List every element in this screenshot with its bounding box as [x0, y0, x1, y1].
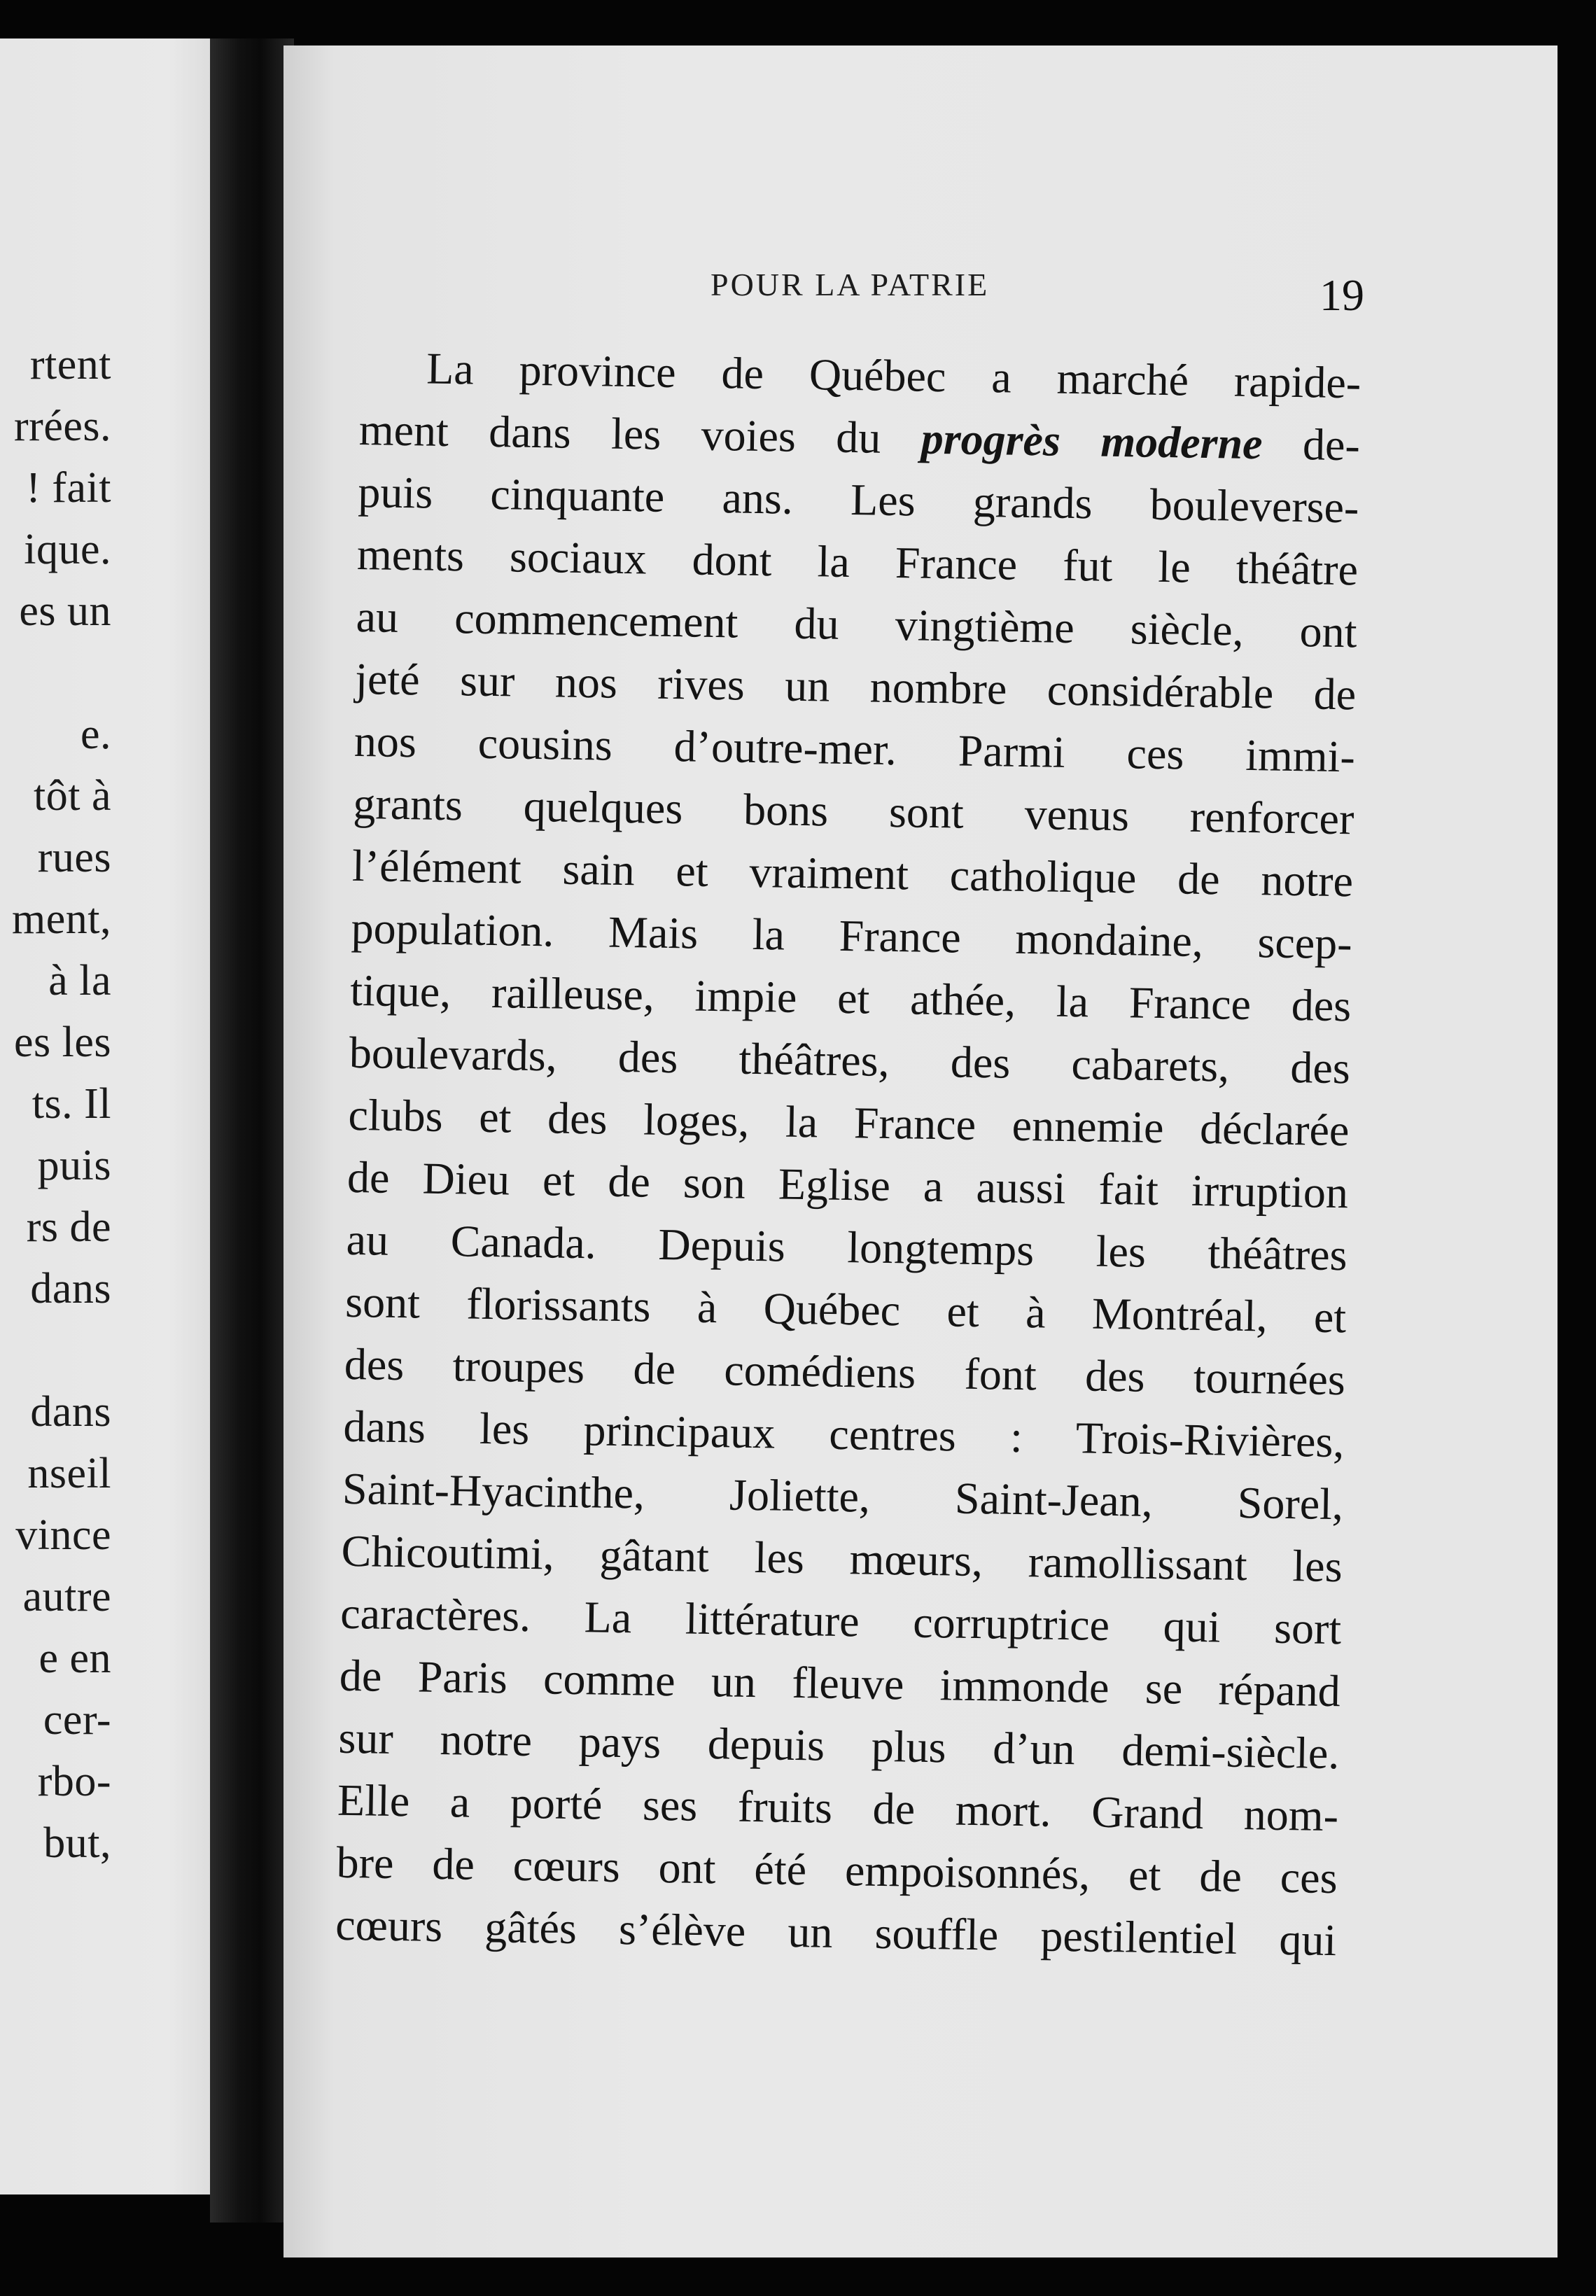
text-line: clubs et des loges, la France ennemie déclarée: [347, 1089, 1350, 1156]
left-page-line: vince: [15, 1511, 111, 1559]
text-line: Elle a porté ses fruits de mort. Grand nom-: [337, 1774, 1339, 1841]
text-line: Chicoutimi, gâtant les mœurs, ramollissant les: [341, 1525, 1343, 1592]
left-page-line: rrées.: [14, 402, 111, 450]
left-page-line: ment,: [12, 895, 111, 943]
left-page-line: rs de: [26, 1203, 111, 1251]
left-page-line: es un: [19, 587, 111, 635]
left-page-line: tôt à: [34, 772, 111, 820]
left-page-line: puis: [37, 1142, 111, 1189]
page-number: 19: [1320, 270, 1364, 320]
text-line: La province de Québec a marché rapide-: [426, 343, 1362, 408]
text-line: dans les principaux centres : Trois-Rivières,: [342, 1401, 1345, 1467]
text-line: sont florissants à Québec et à Montréal, et: [344, 1276, 1347, 1343]
text-line: au commencement du vingtième siècle, ont: [356, 591, 1358, 657]
text-line: jeté sur nos rives un nombre considérable de: [354, 653, 1357, 720]
text-line: puis cinquante ans. Les grands bouleverse-: [357, 466, 1359, 533]
body-text: [335, 336, 1362, 1971]
left-page: [0, 38, 241, 2194]
text-line: l’élément sain et vraiment catholique de notre: [351, 840, 1354, 906]
text-line: bre de cœurs ont été empoisonnés, et de ces: [336, 1837, 1338, 1903]
text-line: des troupes de comédiens font des tournées: [344, 1338, 1346, 1405]
text-line: grants quelques bons sont venus renforcer: [352, 778, 1354, 844]
left-page-line: autre: [22, 1573, 111, 1620]
left-page-line: rues: [37, 834, 111, 881]
text-line: de Paris comme un fleuve immonde se répand: [339, 1650, 1341, 1716]
text-line: caractères. La littérature corruptrice qui sort: [340, 1588, 1342, 1654]
text-line: sur notre pays depuis plus d’un demi-siècle.: [337, 1712, 1340, 1779]
left-page-line: ! fait: [26, 464, 111, 512]
text-line: Saint-Hyacinthe, Joliette, Saint-Jean, Sorel,: [342, 1463, 1344, 1530]
text-line: cœurs gâtés s’élève un souffle pestilentiel qui: [335, 1899, 1337, 1966]
left-page-line: ique.: [24, 526, 111, 573]
left-page-line: but,: [43, 1819, 111, 1867]
left-page-line: dans: [30, 1265, 111, 1312]
italic-phrase: progrès moderne: [920, 413, 1264, 469]
left-page-line: e en: [38, 1634, 111, 1682]
left-page-line: es les: [13, 1018, 111, 1066]
text-line: boulevards, des théâtres, des cabarets, des: [349, 1027, 1351, 1093]
text-line: nos cousins d’outre-mer. Parmi ces immi-: [354, 715, 1356, 782]
left-page-line: cer-: [43, 1696, 111, 1744]
text-line: population. Mais la France mondaine, scep-: [351, 902, 1353, 969]
left-page-line: e.: [80, 710, 111, 758]
text-line: tique, railleuse, impie et athée, la France des: [349, 965, 1352, 1031]
left-page-line: rtent: [29, 341, 111, 388]
text-line: ments sociaux dont la France fut le théâtre: [356, 528, 1359, 595]
text-line: de Dieu et de son Eglise a aussi fait irruption: [346, 1152, 1349, 1218]
text-line: au Canada. Depuis longtemps les théâtres: [346, 1214, 1348, 1280]
left-page-line: ts. Il: [31, 1080, 111, 1128]
text-segment: ment dans les voies du: [358, 404, 922, 463]
book-gutter: [210, 38, 294, 2222]
left-page-line: à la: [48, 957, 111, 1004]
running-head: POUR LA PATRIE: [710, 267, 990, 302]
text-segment: de-: [1261, 419, 1361, 470]
left-page-line: rbo-: [37, 1758, 111, 1805]
left-page-line: nseil: [27, 1450, 111, 1497]
left-page-line: dans: [30, 1388, 111, 1436]
